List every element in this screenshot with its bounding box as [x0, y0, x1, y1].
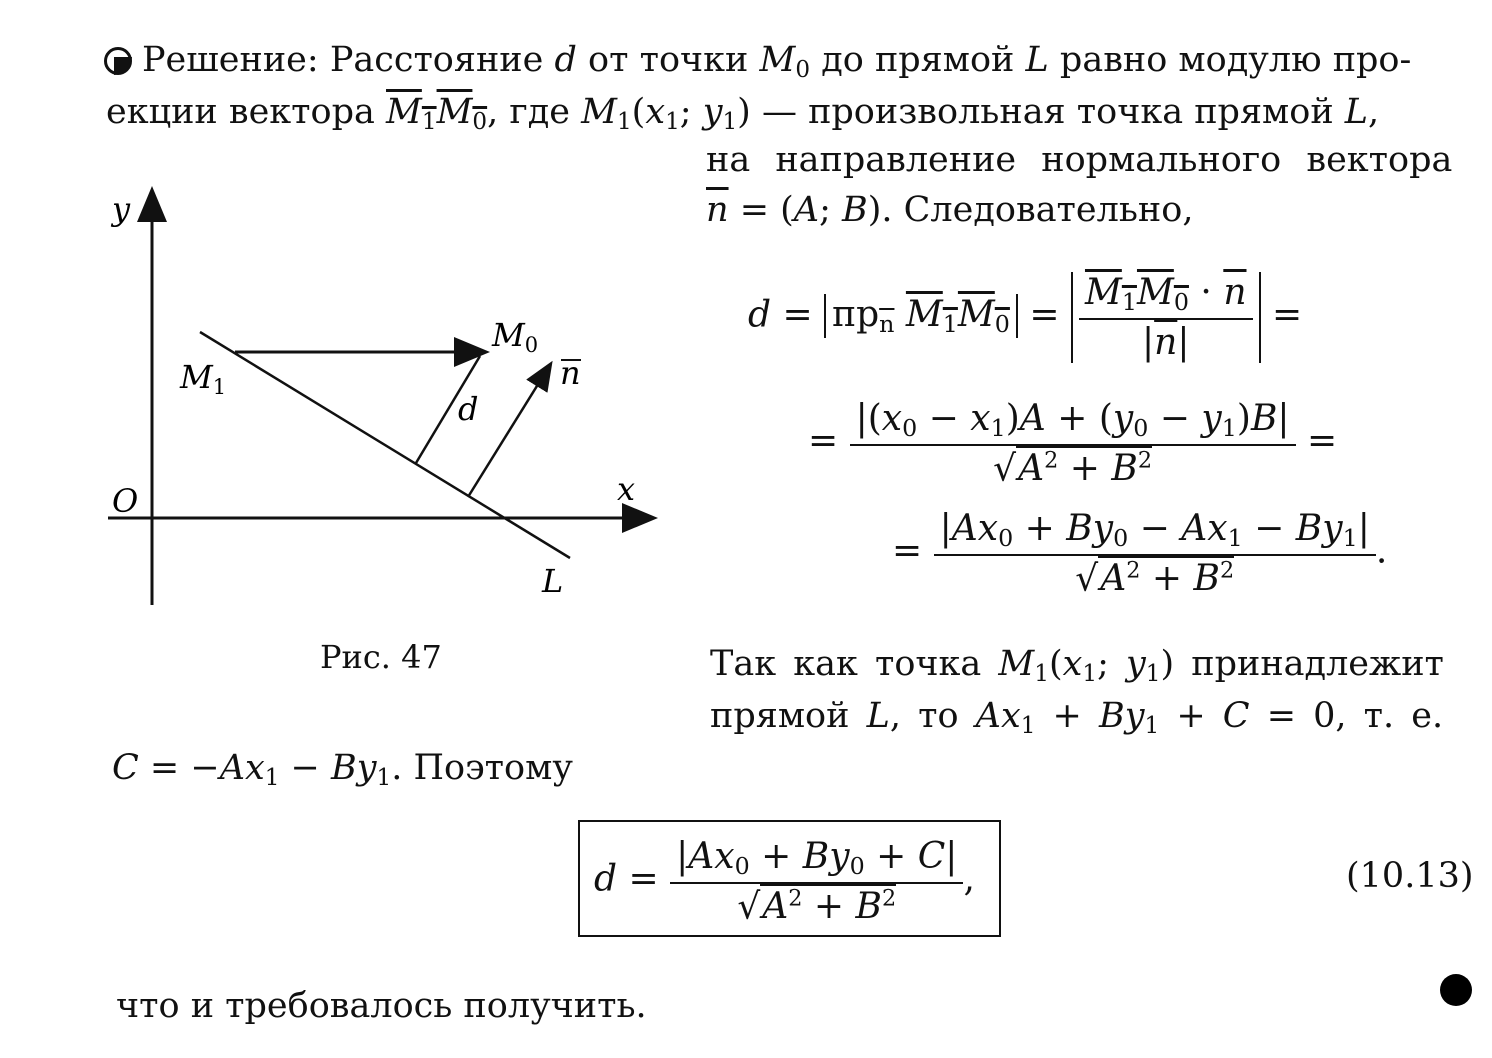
sub: 0: [998, 523, 1014, 552]
var-B: B: [802, 836, 830, 877]
sub: 1: [1227, 523, 1243, 552]
sub: 1: [722, 108, 738, 135]
var-A: A: [688, 836, 715, 877]
var-B: B: [855, 886, 883, 928]
denominator: $√A^2 + B^2$: [737, 885, 897, 928]
solution-line-1: [104, 40, 1411, 83]
var-x: x: [977, 508, 999, 549]
t: 0: [524, 333, 539, 357]
vector-M1M0: [386, 92, 488, 135]
var-y: y: [1124, 696, 1145, 736]
var-y: y: [702, 92, 723, 132]
sup: 2: [788, 885, 803, 912]
var-B: B: [1066, 508, 1093, 549]
sup: 2: [1044, 447, 1059, 474]
var-d: d: [748, 294, 772, 336]
text: прямой: [710, 696, 850, 736]
sub: 0: [902, 413, 918, 442]
var-x: x: [1207, 508, 1228, 549]
sub: 1: [1020, 712, 1036, 739]
var-L: L: [866, 696, 890, 736]
equation-3: = $\frac{|Ax_0 + By_0 - Ax_1 - By_1|}{√A^2 + B^2}$ .: [892, 508, 1388, 600]
paragraph2-line-3: $C = -Ax_1 - By_1$. Поэтому: [112, 748, 573, 791]
label-x: x: [617, 470, 636, 508]
denominator: $√A^2 + B^2$: [1075, 557, 1235, 600]
var-n: $\overline{n}$: [706, 190, 729, 230]
sub: 0: [1113, 523, 1129, 552]
var-A: A: [793, 190, 820, 230]
normal-vector-n: [468, 365, 550, 497]
solution-line-2: екции вектора $M_1M_0$, где $M_1(x_1$; $y_1$) — произвольная точка прямой L,: [106, 92, 1380, 135]
var-B: B: [331, 748, 357, 788]
figure-caption: Рис. 47: [320, 638, 442, 676]
sub: 0: [849, 851, 865, 880]
fraction: [934, 508, 1376, 599]
var-B: B: [1295, 508, 1323, 549]
sub-n: n: [879, 310, 895, 339]
var-A: A: [1100, 558, 1127, 600]
var-B: B: [1250, 398, 1278, 439]
text: ). Следовательно,: [867, 190, 1194, 230]
solution-line-4: $\overline{n} = (A$; B). Следовательно,: [706, 190, 1194, 230]
sub: 1: [1121, 287, 1137, 316]
var-n: $\overline{n}$: [1223, 272, 1247, 313]
fraction: [850, 398, 1296, 489]
label-M1: [179, 358, 226, 399]
sup: 2: [1219, 557, 1235, 584]
sub: 1: [990, 413, 1006, 442]
label-d: d: [458, 390, 479, 428]
var-d: d: [594, 858, 618, 900]
sub: 0: [994, 310, 1010, 339]
vector-M1M0: [905, 294, 1010, 339]
numerator: $|Ax_0 + By_0 - Ax_1 - By_1|$: [934, 508, 1376, 556]
sub: 1: [1082, 660, 1098, 687]
var-M: M: [1084, 272, 1122, 313]
fraction: [1079, 272, 1253, 363]
sub: 0: [1173, 287, 1189, 316]
var-y: y: [1092, 508, 1114, 549]
t: M: [180, 358, 213, 396]
var-y: y: [1126, 644, 1146, 684]
radicand: $A^2 + B^2$: [1018, 447, 1153, 490]
var-A: A: [1019, 398, 1046, 439]
text: . Поэтому: [391, 748, 573, 788]
sub: 0: [795, 56, 811, 83]
var-M: M: [759, 40, 796, 80]
sub: 1: [665, 108, 680, 135]
numerator: $|(x_0 - x_1)A + (y_0 - y_1)B|$: [850, 398, 1296, 446]
var-C: C: [917, 836, 946, 877]
var-A: A: [1181, 508, 1208, 549]
var-x: x: [244, 748, 265, 788]
abs-projection: [824, 294, 1018, 338]
paragraph2-line-2: прямой L, то $Ax_1 + By_1 + C = 0$, т. е.: [710, 696, 1444, 739]
sup: 2: [1126, 557, 1141, 584]
line-L: [200, 332, 570, 558]
sub: 1: [1034, 660, 1049, 687]
sub: 1: [942, 310, 958, 339]
var-M: M: [998, 644, 1035, 684]
sub: 0: [734, 851, 750, 880]
var-A: A: [762, 886, 789, 928]
label-M0: [491, 316, 538, 357]
solution-label: Решение:: [142, 40, 319, 80]
var-M: M: [957, 294, 995, 336]
label-L: L: [542, 562, 564, 600]
equation-number: (10.13): [1346, 856, 1474, 896]
var-B: B: [1193, 558, 1220, 600]
t: 1: [212, 375, 227, 399]
numerator: $M_1M_0 \cdot \overline{n}$: [1079, 272, 1253, 320]
var-y: y: [829, 836, 850, 877]
var-A: A: [219, 748, 245, 788]
vector-M1M0: [1084, 272, 1189, 316]
var-A: A: [1018, 448, 1045, 490]
label-n: n: [560, 354, 581, 392]
sub: 1: [616, 108, 632, 135]
text: равно модулю про-: [1059, 40, 1412, 80]
text: = 0, т. е.: [1266, 696, 1444, 736]
solution-marker-icon: [104, 47, 132, 75]
var-x: x: [1000, 696, 1021, 736]
var-M: M: [1136, 272, 1174, 313]
var-y: y: [1201, 398, 1222, 439]
var-n: $\overline{n}$: [1154, 321, 1178, 363]
sub: 0: [472, 108, 488, 135]
var-A: A: [951, 508, 978, 549]
abs-fraction: [1071, 272, 1261, 363]
var-y: y: [356, 748, 377, 788]
boxed-formula: d = $\frac{|Ax_0 + By_0 + C|}{√A^2 + B^2}$ ,: [578, 820, 1001, 937]
numerator: $|Ax_0 + By_0 + C|$: [670, 836, 963, 884]
var-x: x: [881, 398, 903, 439]
radicand: $A^2 + B^2$: [762, 885, 897, 928]
var-A: A: [975, 696, 1001, 736]
paragraph2-line-1: Так как точка $M_1(x_1$; $y_1$) принадлежит: [710, 644, 1444, 687]
text: , то: [889, 696, 959, 736]
sub: 1: [376, 764, 392, 791]
text: от точки: [588, 40, 749, 80]
sup: 2: [882, 885, 897, 912]
var-C: C: [1222, 696, 1250, 736]
sub: 0: [1133, 413, 1149, 442]
text: , где: [487, 92, 570, 132]
var-x: x: [1062, 644, 1083, 684]
var-M: M: [581, 92, 617, 132]
var-M: M: [386, 92, 422, 132]
fraction: [670, 836, 963, 927]
label-y: y: [112, 190, 131, 228]
var-d: d: [554, 40, 577, 80]
text: = (: [739, 190, 794, 230]
var-x: x: [714, 836, 735, 877]
text: — произвольная точка прямой: [761, 92, 1334, 132]
var-B: B: [1098, 696, 1125, 736]
text: екции вектора: [106, 92, 375, 132]
equation-1: $d = пр_{\overline{n}}$ $M_1M_0$ = $\frac{M_1M_0 \cdot \overline{n}}{|\overline{n}|}$ =: [748, 272, 1303, 363]
var-L: L: [1025, 40, 1049, 80]
var-M: M: [905, 294, 943, 336]
solution-line-3: на направление нормального вектора: [706, 140, 1453, 180]
sub: 1: [1144, 712, 1160, 739]
equation-2: = $\frac{|(x_0 - x_1)A + (y_0 - y_1)B|}{√A^2 + B^2}$ =: [808, 398, 1338, 490]
var-M: M: [436, 92, 473, 132]
text: Так как точка: [710, 644, 982, 684]
conclusion-text: что и требовалось получить.: [116, 986, 647, 1026]
var-B: B: [1111, 448, 1138, 490]
denominator: $√A^2 + B^2$: [993, 447, 1153, 490]
op-pr: пр: [832, 294, 880, 336]
figure-47: [100, 180, 680, 620]
text: принадлежит: [1191, 644, 1444, 684]
sub: 1: [1221, 413, 1237, 442]
t: M: [492, 316, 525, 354]
var-C: C: [112, 748, 139, 788]
sub: 1: [1145, 660, 1161, 687]
var-y: y: [1112, 398, 1134, 439]
var-B: B: [842, 190, 868, 230]
var-x: x: [970, 398, 991, 439]
var-L: L: [1344, 92, 1369, 132]
sub: 1: [264, 764, 280, 791]
sub: 1: [1342, 523, 1358, 552]
text: Расстояние: [329, 40, 544, 80]
var-x: x: [645, 92, 666, 132]
var-y: y: [1322, 508, 1343, 549]
radicand: $A^2 + B^2$: [1100, 557, 1235, 600]
sub: 1: [421, 108, 437, 135]
label-origin: O: [112, 482, 139, 520]
text: до прямой: [821, 40, 1015, 80]
denominator: $|\overline{n}|$: [1142, 321, 1190, 363]
end-of-proof-icon: [1440, 974, 1472, 1006]
sup: 2: [1137, 447, 1153, 474]
